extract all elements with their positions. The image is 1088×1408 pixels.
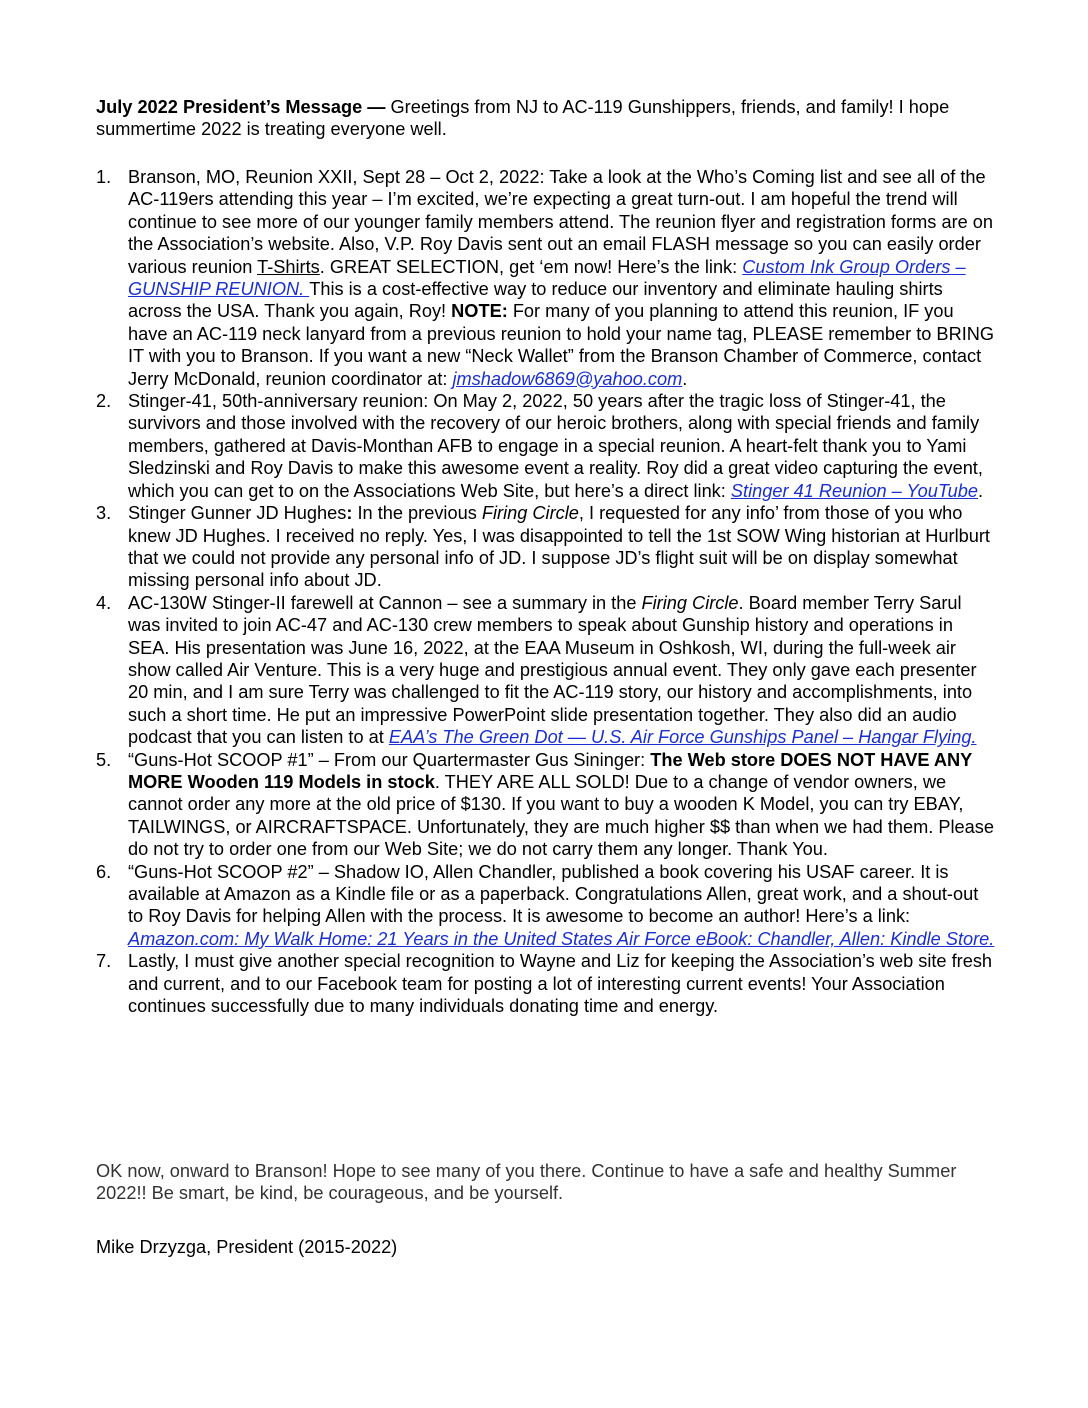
item-text: .	[682, 368, 688, 389]
item-number: 5.	[96, 749, 112, 770]
item-text: In the previous	[352, 503, 482, 524]
note-label: NOTE:	[451, 301, 508, 322]
item-text: . THEY ARE ALL SOLD! Due to a change of vendor owners, we cannot order any more at the old price of $130. If you want to buy a wooden K Model, you can try EBAY, TAILWINGS, or AIRCRAFTSPACE. Unfortunately, they are much higher $$ than when we had them. Please do not try to order one from our Web Site; we do not carry them any longer. Thank You.	[128, 771, 994, 860]
item-number: 2.	[96, 391, 112, 412]
list-item-2	[96, 390, 996, 502]
item-text: Branson, MO, Reunion XXII, Sept 28 – Oct 2, 2022: Take a look at the Who’s Coming list and see all of the AC-119ers attending this year – I’m excited, we’re expecting a great turn-out. I am hopeful the trend will continue to see more of our younger family members attend. The reunion flyer and registration forms are on the Association’s website. Also, V.P. Roy Davis sent out an email FLASH message so you can easily order various reunion	[128, 167, 994, 277]
list-item-4	[96, 592, 996, 749]
item-number: 4.	[96, 592, 112, 613]
list-item-1	[96, 166, 996, 390]
item-text: AC-130W Stinger-II farewell at Cannon – see a summary in the	[128, 592, 642, 613]
item-number: 7.	[96, 951, 112, 972]
sold-out-notice: The Web store DOES NOT HAVE ANY MORE Wooden 119 Models in stock	[128, 749, 972, 792]
item-text: , I requested for any info’ from those of you who knew JD Hughes. I received no reply. Yes, I was disappointed to tell the 1st SOW Wing historian at Hurlburt that we could not provide any personal info of JD. I suppose JD’s flight suit will be on display somewhat missing personal info about JD.	[128, 503, 990, 591]
item-number: 6.	[96, 861, 112, 882]
item-text: Stinger Gunner JD Hughes	[128, 503, 347, 524]
email-link[interactable]: jmshadow6869@yahoo.com	[452, 368, 683, 389]
signature: Mike Drzyzga, President (2015-2022)	[96, 1237, 398, 1257]
message-heading: July 2022 President’s Message —	[96, 97, 386, 117]
list-item-6	[96, 861, 996, 951]
eaa-podcast-link[interactable]: EAA’s The Green Dot — U.S. Air Force Gunships Panel – Hangar Flying.	[388, 727, 977, 748]
item-text: . Board member Terry Sarul was invited to join AC-47 and AC-130 crew members to speak about Gunship history and operations in SEA. His presentation was June 16, 2022, at the EAA Museum in Oshkosh, WI, during the full-week air show called Air Venture. This is a very huge and prestigious annual event. They only gave each presenter 20 min, and I am sure Terry was challenged to fit the AC-119 story, our history and accomplishments, into such a short time. He put an impressive PowerPoint slide presentation together. They also did an audio podcast that you can listen to at	[128, 592, 977, 748]
numbered-list	[96, 166, 996, 1017]
item-text: :	[346, 503, 353, 524]
item-text: For many of you planning to attend this reunion, IF you have an AC-119 neck lanyard from a previous reunion to hold your name tag, PLEASE remember to BRING IT with you to Branson. If you want a new “Neck Wallet” from the Branson Chamber of Commerce, contact Jerry McDonald, reunion coordinator at:	[128, 301, 995, 389]
intro-text: Greetings from NJ to AC-119 Gunshippers, friends, and family! I hope summertime 2022 is treating everyone well.	[96, 97, 950, 140]
item-text: Stinger-41, 50th-anniversary reunion: On May 2, 2022, 50 years after the tragic loss of Stinger-41, the survivors and those involved with the recovery of our heroic brothers, along with special friends and family members, gathered at Davis-Monthan AFB to engage in a special reunion. A heart-felt thank you to Yami Sledzinski and Roy Davis to make this awesome event a reality. Roy did a great video capturing the event, which you can get to on the Associations Web Site, but here’s a direct link:	[128, 391, 983, 501]
amazon-book-link[interactable]: Amazon.com: My Walk Home: 21 Years in the United States Air Force eBook: Chandler, Allen: Kindle Store.	[128, 928, 995, 949]
closing-paragraph: OK now, onward to Branson! Hope to see many of you there. Continue to have a safe and healthy Summer 2022!! Be smart, be kind, be courageous, and be yourself.	[96, 1161, 957, 1204]
firing-circle-text: Firing Circle	[481, 503, 579, 524]
youtube-link[interactable]: Stinger 41 Reunion – YouTube	[730, 480, 978, 501]
list-item-5	[96, 749, 996, 861]
item-text: “Guns-Hot SCOOP #1” – From our Quartermaster Gus Sininger:	[128, 749, 651, 770]
list-item-7	[96, 950, 996, 1017]
item-text: Lastly, I must give another special recognition to Wayne and Liz for keeping the Association’s web site fresh and current, and to our Facebook team for posting a lot of interesting current events! Your Association continues successfully due to many individuals donating time and energy.	[128, 951, 993, 1017]
intro-paragraph	[96, 96, 996, 141]
item-text: .	[977, 480, 984, 501]
custom-ink-link[interactable]: Custom Ink Group Orders – GUNSHIP REUNION.	[128, 256, 966, 300]
tshirts-text: T-Shirts	[257, 256, 320, 277]
list-item-3	[96, 502, 996, 592]
item-text: “Guns-Hot SCOOP #2” – Shadow IO, Allen Chandler, published a book covering his USAF career. It is available at Amazon as a Kindle file or as a paperback. Congratulations Allen, great work, and a shout-out to Roy Davis for helping Allen with the process. It is awesome to become an author! Here’s a link:	[128, 861, 979, 927]
item-text: This is a cost-effective way to reduce our inventory and eliminate hauling shirts across the USA. Thank you again, Roy!	[128, 279, 943, 322]
firing-circle-text: Firing Circle	[641, 592, 739, 613]
item-text: . GREAT SELECTION, get ‘em now! Here’s the link:	[319, 256, 743, 277]
item-number: 1.	[96, 167, 112, 187]
item-number: 3.	[96, 503, 112, 524]
